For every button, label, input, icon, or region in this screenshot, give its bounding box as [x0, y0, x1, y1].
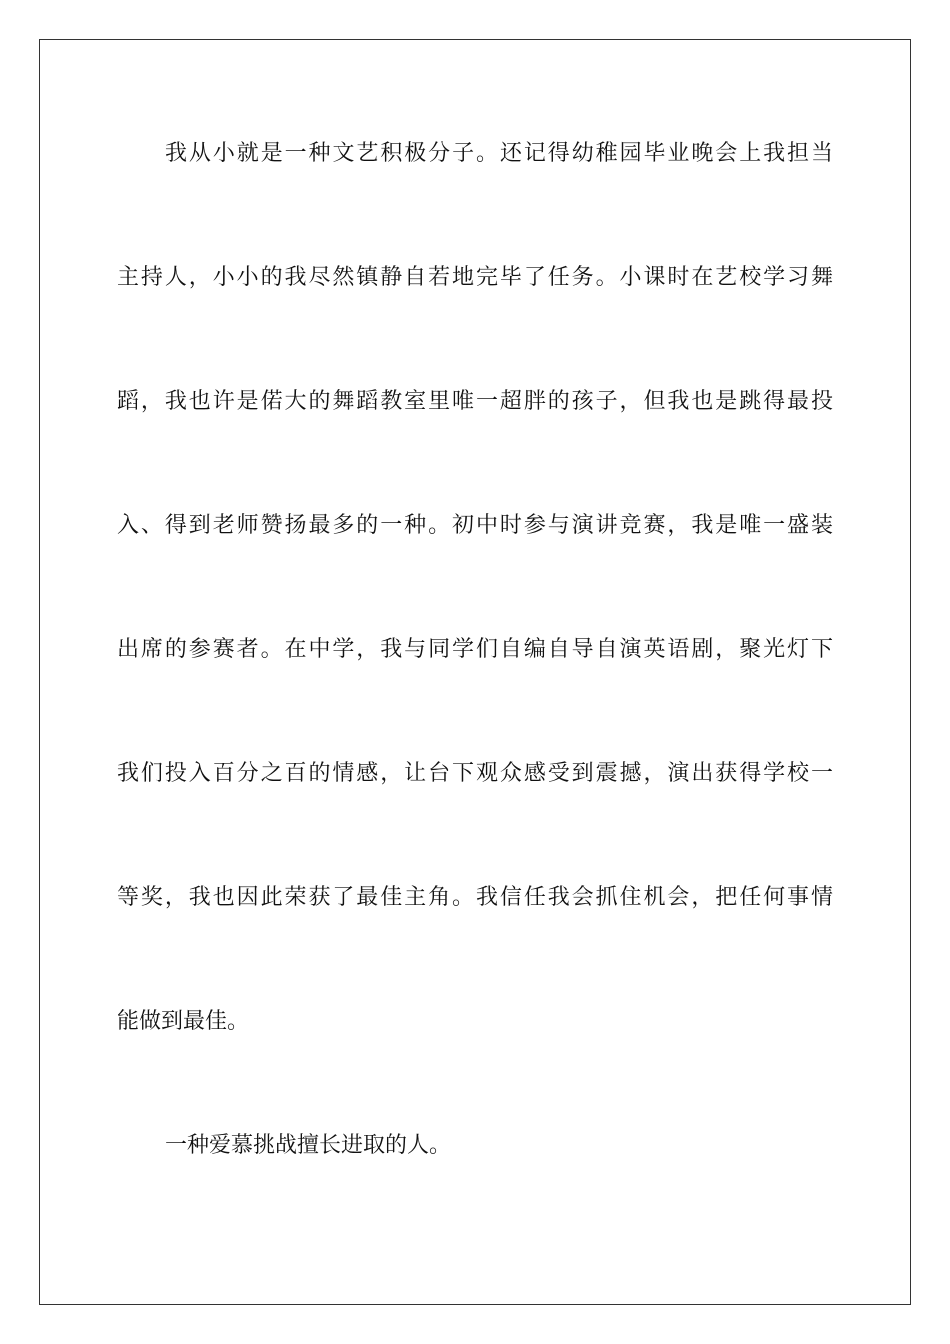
paragraph-line-8: 能做到最佳。	[117, 1009, 250, 1034]
paragraph-line-7: 等奖，我也因此荣获了最佳主角。我信任我会抓住机会，把任何事情	[117, 885, 833, 910]
paragraph-line-6: 我们投入百分之百的情感，让台下观众感受到震撼，演出获得学校一	[117, 761, 833, 786]
paragraph-line-3: 蹈，我也许是偌大的舞蹈教室里唯一超胖的孩子，但我也是跳得最投	[117, 389, 833, 414]
document-body	[117, 123, 833, 1239]
paragraph-line-2: 主持人，小小的我尽然镇静自若地完毕了任务。小课时在艺校学习舞	[117, 265, 833, 290]
paragraph-line-1: 我从小就是一种文艺积极分子。还记得幼稚园毕业晚会上我担当	[165, 141, 833, 166]
paragraph-line-4: 入、得到老师赞扬最多的一种。初中时参与演讲竞赛，我是唯一盛装	[117, 513, 833, 538]
paragraph-line-5: 出席的参赛者。在中学，我与同学们自编自导自演英语剧，聚光灯下	[117, 637, 833, 662]
paragraph-line-9: 一种爱慕挑战擅长进取的人。	[165, 1133, 452, 1158]
